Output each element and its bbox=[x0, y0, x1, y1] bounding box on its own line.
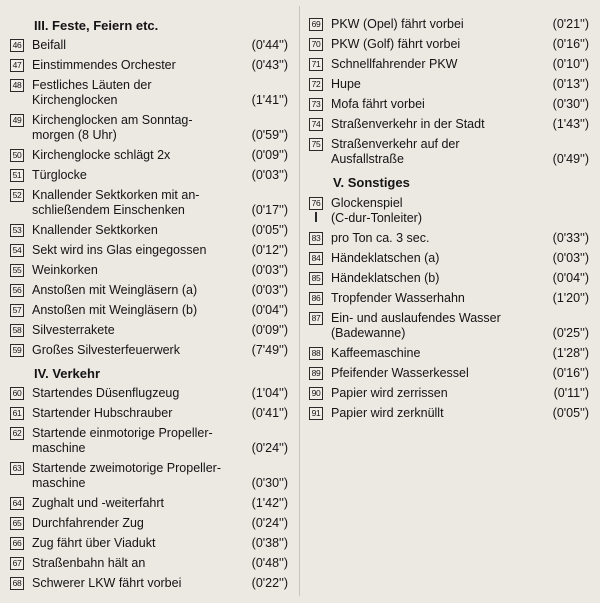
track-title bbox=[331, 97, 525, 112]
track-title bbox=[32, 148, 224, 163]
track-title bbox=[32, 386, 224, 401]
track-title bbox=[331, 251, 525, 266]
track-title-line: PKW (Golf) fährt vorbei bbox=[331, 37, 461, 51]
track-title-line: Tropfender Wasserhahn bbox=[331, 291, 465, 305]
track-number-box: 70 bbox=[309, 38, 323, 51]
track-duration: (0'04'') bbox=[552, 271, 589, 285]
track-duration: (0'30'') bbox=[552, 97, 589, 111]
track-row bbox=[10, 536, 288, 551]
track-duration: (0'03'') bbox=[251, 168, 288, 182]
track-title-line: Händeklatschen (a) bbox=[331, 251, 440, 265]
track-title-line: Silvesterrakete bbox=[32, 323, 115, 337]
track-number-box: 88 bbox=[309, 347, 323, 360]
track-number-box: 91 bbox=[309, 407, 323, 420]
track-number-box: 83 bbox=[309, 232, 323, 245]
track-title-line: Startende einmotorige Propeller- bbox=[32, 426, 213, 440]
track-title bbox=[32, 323, 224, 338]
track-title-line: maschine bbox=[32, 476, 86, 490]
track-title bbox=[331, 117, 525, 132]
track-number-box: 49 bbox=[10, 114, 24, 127]
track-row bbox=[10, 303, 288, 318]
track-duration: (0'09'') bbox=[251, 148, 288, 162]
track-row bbox=[10, 406, 288, 421]
track-duration: (0'43'') bbox=[251, 58, 288, 72]
track-title bbox=[32, 58, 224, 73]
track-number-box: 71 bbox=[309, 58, 323, 71]
track-number-box: 62 bbox=[10, 427, 24, 440]
track-title-line: Weinkorken bbox=[32, 263, 98, 277]
track-number-box: 89 bbox=[309, 367, 323, 380]
track-duration: (0'05'') bbox=[251, 223, 288, 237]
track-number-box: 46 bbox=[10, 39, 24, 52]
track-duration: (0'30'') bbox=[251, 476, 288, 490]
track-number-box: 90 bbox=[309, 387, 323, 400]
track-row bbox=[10, 516, 288, 531]
track-title-line: Händeklatschen (b) bbox=[331, 271, 440, 285]
column-divider bbox=[299, 6, 300, 596]
track-duration: (0'41'') bbox=[251, 406, 288, 420]
track-row bbox=[309, 117, 589, 132]
track-title bbox=[32, 283, 224, 298]
track-row bbox=[10, 343, 288, 358]
track-title bbox=[32, 223, 224, 238]
track-duration: (0'17'') bbox=[251, 203, 288, 217]
track-title bbox=[32, 188, 224, 218]
track-title-line: Pfeifender Wasserkessel bbox=[331, 366, 469, 380]
track-title-line: Anstoßen mit Weingläsern (a) bbox=[32, 283, 198, 297]
track-title-line: Türglocke bbox=[32, 168, 87, 182]
track-row bbox=[10, 243, 288, 258]
track-number-box: 73 bbox=[309, 98, 323, 111]
track-number-box: 51 bbox=[10, 169, 24, 182]
track-title bbox=[32, 426, 224, 456]
track-duration: (0'21'') bbox=[552, 17, 589, 31]
track-title bbox=[331, 311, 525, 341]
track-duration: (0'03'') bbox=[251, 263, 288, 277]
track-duration: (0'12'') bbox=[251, 243, 288, 257]
track-duration: (1'20'') bbox=[552, 291, 589, 305]
track-title-line: Ein- und auslaufendes Wasser bbox=[331, 311, 501, 325]
section-heading: V. Sonstiges bbox=[333, 175, 410, 190]
track-title bbox=[331, 271, 525, 286]
track-row bbox=[309, 196, 589, 226]
track-row bbox=[309, 251, 589, 266]
track-number-box: 85 bbox=[309, 272, 323, 285]
track-number-box: 54 bbox=[10, 244, 24, 257]
track-title-line: Kirchenglocken am Sonntag- bbox=[32, 113, 193, 127]
track-row bbox=[10, 426, 288, 456]
track-row bbox=[309, 291, 589, 306]
track-title bbox=[331, 291, 525, 306]
track-row bbox=[10, 496, 288, 511]
track-row bbox=[309, 57, 589, 72]
track-title bbox=[331, 386, 525, 401]
track-title bbox=[331, 137, 525, 167]
track-number-box: 86 bbox=[309, 292, 323, 305]
track-title-line: Hupe bbox=[331, 77, 361, 91]
track-number-box: 65 bbox=[10, 517, 24, 530]
track-title-line: (Badewanne) bbox=[331, 326, 406, 340]
track-number-box: 59 bbox=[10, 344, 24, 357]
track-row bbox=[10, 283, 288, 298]
track-row bbox=[309, 137, 589, 167]
track-title bbox=[32, 406, 224, 421]
track-row bbox=[10, 113, 288, 143]
track-title bbox=[331, 57, 525, 72]
track-number-box: 56 bbox=[10, 284, 24, 297]
track-row bbox=[309, 37, 589, 52]
track-title bbox=[331, 231, 525, 246]
track-row bbox=[309, 366, 589, 381]
track-title-line: Straßenbahn hält an bbox=[32, 556, 146, 570]
track-number-box: 69 bbox=[309, 18, 323, 31]
track-title-line: Startende zweimotorige Propeller- bbox=[32, 461, 221, 475]
track-duration: (0'33'') bbox=[552, 231, 589, 245]
track-number-box: 48 bbox=[10, 79, 24, 92]
track-number-box: 57 bbox=[10, 304, 24, 317]
track-number-box: 47 bbox=[10, 59, 24, 72]
track-duration: (0'11'') bbox=[553, 386, 589, 400]
track-duration: (0'05'') bbox=[552, 406, 589, 420]
track-duration: (1'41'') bbox=[251, 93, 288, 107]
track-duration: (1'28'') bbox=[552, 346, 589, 360]
track-duration: (0'16'') bbox=[552, 366, 589, 380]
track-number-box: 68 bbox=[10, 577, 24, 590]
track-title bbox=[331, 196, 525, 226]
track-range-bar bbox=[315, 212, 317, 222]
track-title-line: Kirchenglocke schlägt 2x bbox=[32, 148, 171, 162]
track-title-line: Anstoßen mit Weingläsern (b) bbox=[32, 303, 198, 317]
track-duration: (0'04'') bbox=[251, 303, 288, 317]
track-title-line: Papier wird zerrissen bbox=[331, 386, 448, 400]
track-number-box: 63 bbox=[10, 462, 24, 475]
track-title-line: Ausfallstraße bbox=[331, 152, 404, 166]
track-title bbox=[32, 556, 224, 571]
track-title-line: maschine bbox=[32, 441, 86, 455]
track-number-box: 55 bbox=[10, 264, 24, 277]
track-row bbox=[10, 38, 288, 53]
track-title-line: Zughalt und -weiterfahrt bbox=[32, 496, 165, 510]
track-duration: (1'04'') bbox=[251, 386, 288, 400]
track-title-line: Beifall bbox=[32, 38, 67, 52]
track-row bbox=[10, 461, 288, 491]
track-row bbox=[10, 78, 288, 108]
track-title-line: Einstimmendes Orchester bbox=[32, 58, 176, 72]
track-row bbox=[10, 148, 288, 163]
track-duration: (0'38'') bbox=[251, 536, 288, 550]
track-title bbox=[331, 77, 525, 92]
track-row bbox=[309, 386, 589, 401]
track-row bbox=[309, 346, 589, 361]
track-title-line: Knallender Sektkorken bbox=[32, 223, 158, 237]
track-duration: (0'22'') bbox=[251, 576, 288, 590]
track-number-box: 66 bbox=[10, 537, 24, 550]
track-row bbox=[10, 58, 288, 73]
track-title bbox=[331, 346, 525, 361]
track-number-box: 50 bbox=[10, 149, 24, 162]
track-title-line: Knallender Sektkorken mit an- bbox=[32, 188, 200, 202]
track-title-line: morgen (8 Uhr) bbox=[32, 128, 117, 142]
track-row bbox=[10, 556, 288, 571]
track-duration: (0'49'') bbox=[552, 152, 589, 166]
track-title-line: Kaffeemaschine bbox=[331, 346, 421, 360]
track-title bbox=[32, 496, 224, 511]
track-title-line: Großes Silvesterfeuerwerk bbox=[32, 343, 180, 357]
track-title bbox=[32, 243, 224, 258]
track-row bbox=[309, 311, 589, 341]
track-row bbox=[10, 223, 288, 238]
track-number-box: 76 bbox=[309, 197, 323, 210]
track-title-line: Sekt wird ins Glas eingegossen bbox=[32, 243, 207, 257]
section-heading: III. Feste, Feiern etc. bbox=[34, 18, 159, 33]
track-row bbox=[309, 17, 589, 32]
track-title bbox=[331, 406, 525, 421]
track-duration: (0'48'') bbox=[251, 556, 288, 570]
track-title bbox=[331, 366, 525, 381]
track-number-box: 61 bbox=[10, 407, 24, 420]
track-title bbox=[32, 263, 224, 278]
track-title-line: Glockenspiel bbox=[331, 196, 403, 210]
track-number-box: 60 bbox=[10, 387, 24, 400]
track-title bbox=[32, 576, 224, 591]
track-title-line: Festliches Läuten der bbox=[32, 78, 152, 92]
track-duration: (0'59'') bbox=[251, 128, 288, 142]
track-row bbox=[10, 386, 288, 401]
track-title-line: pro Ton ca. 3 sec. bbox=[331, 231, 430, 245]
track-duration: (7'49'') bbox=[251, 343, 288, 357]
track-number-box: 64 bbox=[10, 497, 24, 510]
track-duration: (0'03'') bbox=[552, 251, 589, 265]
track-title-line: schließendem Einschenken bbox=[32, 203, 185, 217]
track-number-box: 74 bbox=[309, 118, 323, 131]
track-row bbox=[309, 271, 589, 286]
track-title bbox=[32, 461, 224, 491]
track-title-line: Startendes Düsenflugzeug bbox=[32, 386, 180, 400]
track-title-line: Papier wird zerknüllt bbox=[331, 406, 444, 420]
track-title bbox=[32, 536, 224, 551]
track-row bbox=[10, 168, 288, 183]
track-title-line: Straßenverkehr auf der bbox=[331, 137, 460, 151]
track-row bbox=[10, 263, 288, 278]
track-title-line: Kirchenglocken bbox=[32, 93, 118, 107]
track-title-line: Schnellfahrender PKW bbox=[331, 57, 458, 71]
track-title bbox=[32, 113, 224, 143]
track-row bbox=[309, 97, 589, 112]
track-number-box: 75 bbox=[309, 138, 323, 151]
track-row bbox=[309, 406, 589, 421]
track-number-box: 87 bbox=[309, 312, 323, 325]
track-duration: (0'09'') bbox=[251, 323, 288, 337]
track-title-line: Straßenverkehr in der Stadt bbox=[331, 117, 485, 131]
track-duration: (0'24'') bbox=[251, 441, 288, 455]
track-duration: (1'42'') bbox=[251, 496, 288, 510]
track-number-box: 84 bbox=[309, 252, 323, 265]
track-title bbox=[32, 78, 224, 108]
track-duration: (0'24'') bbox=[251, 516, 288, 530]
track-row bbox=[10, 323, 288, 338]
track-title-line: Mofa fährt vorbei bbox=[331, 97, 425, 111]
track-row bbox=[309, 231, 589, 246]
track-duration: (0'44'') bbox=[251, 38, 288, 52]
track-row bbox=[10, 188, 288, 218]
track-number-box: 53 bbox=[10, 224, 24, 237]
track-title bbox=[32, 38, 224, 53]
track-number-box: 72 bbox=[309, 78, 323, 91]
track-title-line: PKW (Opel) fährt vorbei bbox=[331, 17, 464, 31]
track-title-line: Zug fährt über Viadukt bbox=[32, 536, 156, 550]
track-row bbox=[10, 576, 288, 591]
track-title bbox=[32, 168, 224, 183]
track-title bbox=[32, 516, 224, 531]
track-duration: (0'13'') bbox=[552, 77, 589, 91]
track-title bbox=[331, 37, 525, 52]
track-title bbox=[331, 17, 525, 32]
track-title bbox=[32, 343, 224, 358]
track-title-line: Durchfahrender Zug bbox=[32, 516, 144, 530]
track-row bbox=[309, 77, 589, 92]
track-duration: (0'03'') bbox=[251, 283, 288, 297]
track-number-box: 52 bbox=[10, 189, 24, 202]
track-duration: (0'10'') bbox=[552, 57, 589, 71]
track-duration: (0'25'') bbox=[552, 326, 589, 340]
section-heading: IV. Verkehr bbox=[34, 366, 101, 381]
track-duration: (1'43'') bbox=[552, 117, 589, 131]
track-title bbox=[32, 303, 224, 318]
track-title-line: Schwerer LKW fährt vorbei bbox=[32, 576, 182, 590]
track-title-line: Startender Hubschrauber bbox=[32, 406, 173, 420]
track-number-box: 58 bbox=[10, 324, 24, 337]
track-duration: (0'16'') bbox=[552, 37, 589, 51]
track-number-box: 67 bbox=[10, 557, 24, 570]
track-title-line: (C-dur-Tonleiter) bbox=[331, 211, 422, 225]
